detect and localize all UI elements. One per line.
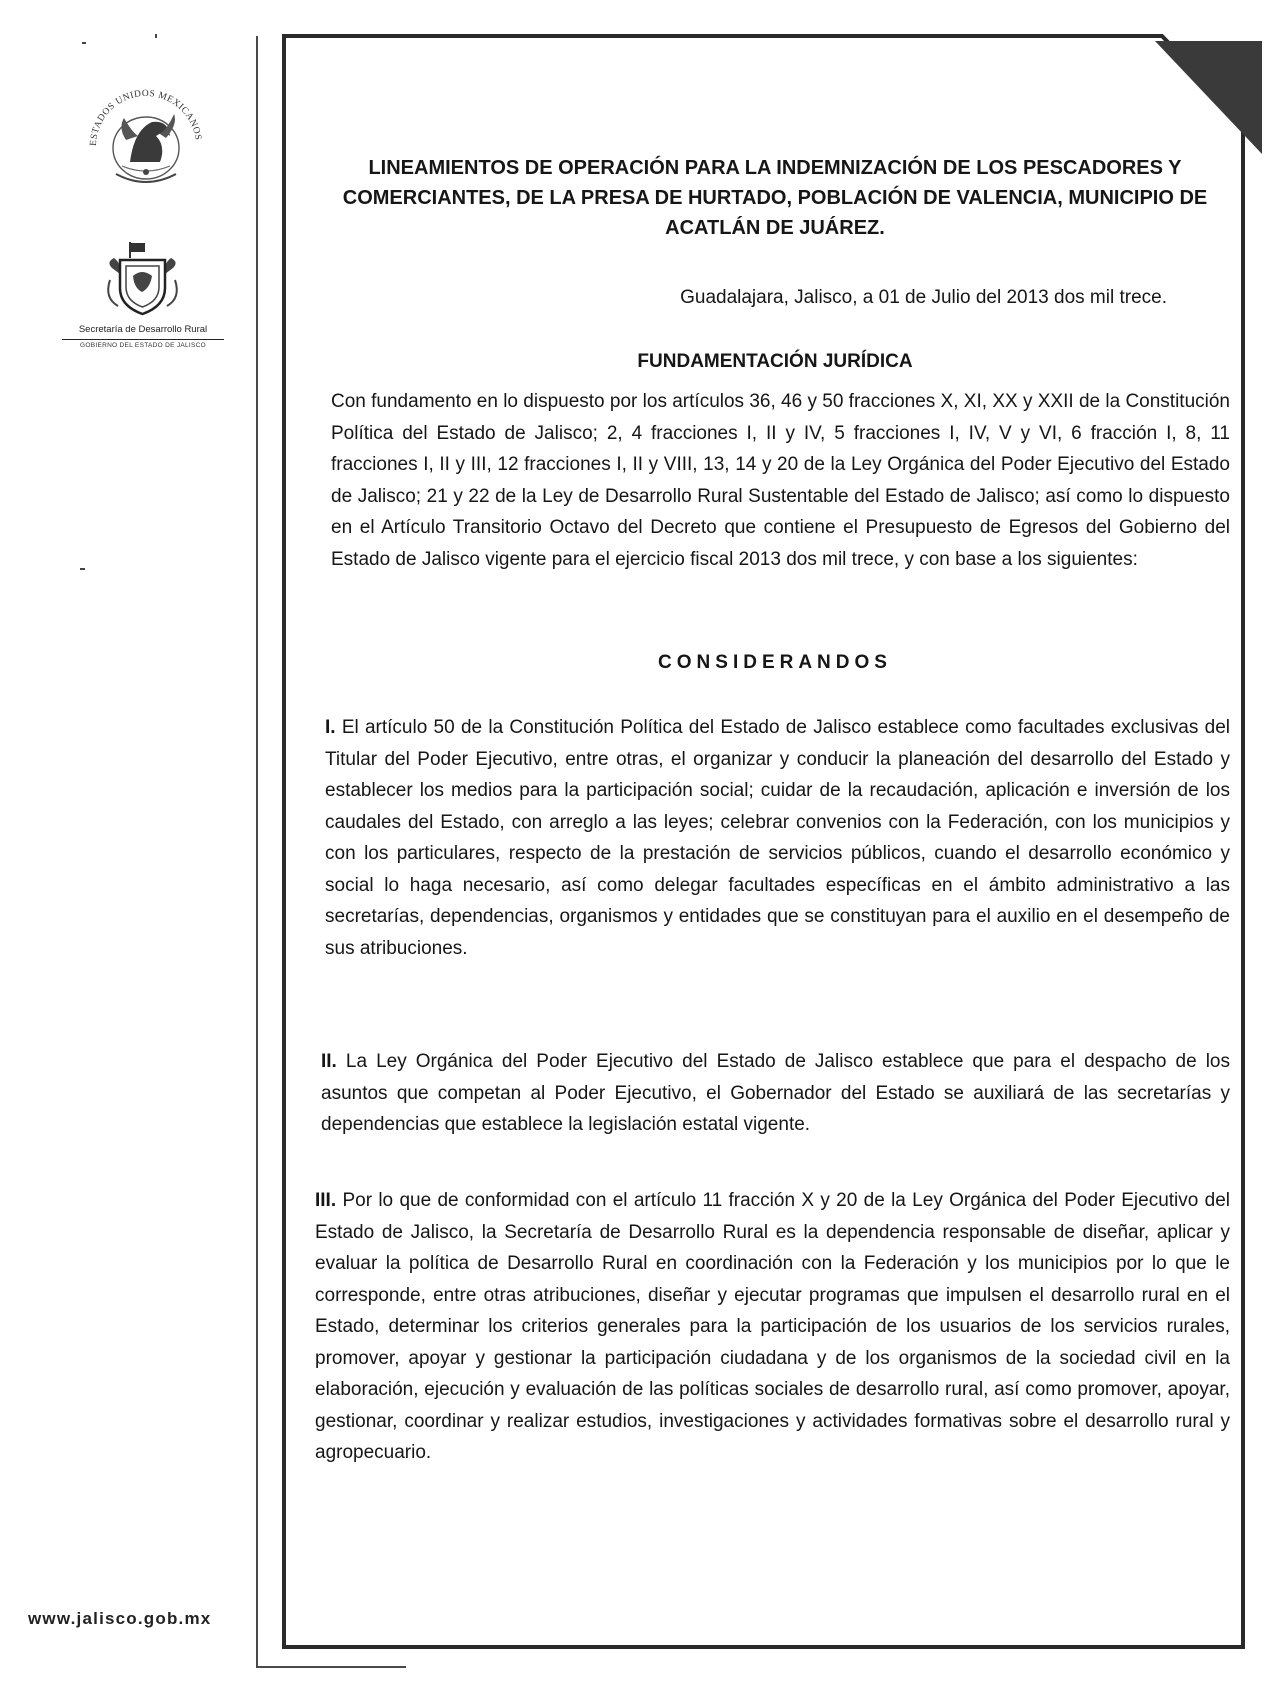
svg-text:ESTADOS UNIDOS MEXICANOS: ESTADOS UNIDOS MEXICANOS (88, 88, 203, 147)
title-line: LINEAMIENTOS DE OPERACIÓN PARA LA INDEMNIZACIÓN DE LOS PESCADORES Y (368, 157, 1182, 179)
scan-edge-line (256, 1666, 406, 1668)
date-line: Guadalajara, Jalisco, a 01 de Julio del 2013 dos mil trece. (680, 287, 1167, 308)
considerando-number: I. (325, 717, 336, 738)
legal-basis-paragraph: Con fundamento en lo dispuesto por los artículos 36, 46 y 50 fracciones X, XI, XX y XXII de la Constitución Política del Estado de Jalisco; 2, 4 fracciones I, II y IV, 5 fracciones I, IV, V y VI, 6 fracción I, 8, 11 fracciones I, II y III, 12 fracciones I, II y VIII, 13, 14 y 20 de la Ley Orgánica del Poder Ejecutivo del Estado de Jalisco; 21 y 22 de la Ley de Desarrollo Rural Sustentable del Estado de Jalisco; así como lo dispuesto en el Artículo Transitorio Octavo del Decreto que contiene el Presupuesto de Egresos del Gobierno del Estado de Jalisco vigente para el ejercicio fiscal 2013 dos mil trece, y con base a los siguientes: (331, 391, 1230, 570)
legal-basis-heading: FUNDAMENTACIÓN JURÍDICA (637, 351, 913, 372)
frame-corner-fold (1050, 34, 1262, 154)
scan-mark (155, 34, 157, 38)
jalisco-shield-icon (100, 240, 185, 320)
considerando-text: El artículo 50 de la Constitución Política del Estado de Jalisco establece como facultades exclusivas del Titular del Poder Ejecutivo, entre otras, el organizar y conducir la planeación del desarrollo del Estado y establecer los medios para la participación social; cuidar de la recaudación, aplicación e inversión de los caudales del Estado, con arreglo a las leyes; celebrar convenios con la Federación, con los municipios y con los particulares, respecto de la prestación de servicios públicos, cuando el desarrollo económico y social lo haga necesario, así como delegar facultades específicas en el ámbito administrativo a las secretarías, dependencias, organismos y entidades que se constituyan para el auxilio en el desempeño de sus atribuciones. (325, 717, 1230, 959)
title-line: ACATLÁN DE JUÁREZ. (665, 217, 885, 239)
considerando-paragraph (315, 1185, 1230, 1469)
considerando-number: III. (315, 1190, 337, 1211)
considerando-number: II. (321, 1051, 337, 1072)
letterhead-divider (62, 339, 224, 340)
considerando-text: Por lo que de conformidad con el artículo 11 fracción X y 20 de la Ley Orgánica del Poder Ejecutivo del Estado de Jalisco, la Secretaría de Desarrollo Rural es la dependencia responsable de diseñar, aplicar y evaluar la política de Desarrollo Rural en coordinación con la Federación y los municipios por lo que le corresponde, entre otras atribuciones, diseñar y ejecutar programas que impulsen el desarrollo rural en el Estado, determinar los criterios generales para la participación de los usuarios de los servicios rurales, promover, apoyar y gestionar la participación ciudadana y de los organismos de la sociedad civil en la elaboración, ejecución y evaluación de las políticas sociales de desarrollo rural, así como promover, apoyar, gestionar, coordinar y realizar estudios, investigaciones y actividades formativas sobre el desarrollo rural y agropecuario. (315, 1190, 1231, 1463)
scan-mark (82, 42, 86, 44)
considerando-paragraph (321, 1046, 1230, 1141)
title-line: COMERCIANTES, DE LA PRESA DE HURTADO, POBLACIÓN DE VALENCIA, MUNICIPIO DE (342, 187, 1208, 209)
secretariat-name: Secretaría de Desarrollo Rural (78, 324, 208, 335)
scan-mark (80, 568, 85, 570)
letterhead-sidebar (0, 0, 270, 1705)
document-title (315, 153, 1235, 243)
considerando-paragraph (325, 712, 1230, 964)
mexico-coat-of-arms-icon (82, 80, 210, 205)
considerando-text: La Ley Orgánica del Poder Ejecutivo del Estado de Jalisco establece que para el despacho de los asuntos que competan al Poder Ejecutivo, el Gobernador del Estado se auxiliará de las secretarías y dependencias que establece la legislación estatal vigente. (321, 1051, 1230, 1135)
considerandos-heading: CONSIDERANDOS (658, 652, 892, 673)
scan-edge-line (256, 36, 258, 1666)
government-name: GOBIERNO DEL ESTADO DE JALISCO (79, 342, 207, 349)
website-url: www.jalisco.gob.mx (28, 1609, 212, 1628)
